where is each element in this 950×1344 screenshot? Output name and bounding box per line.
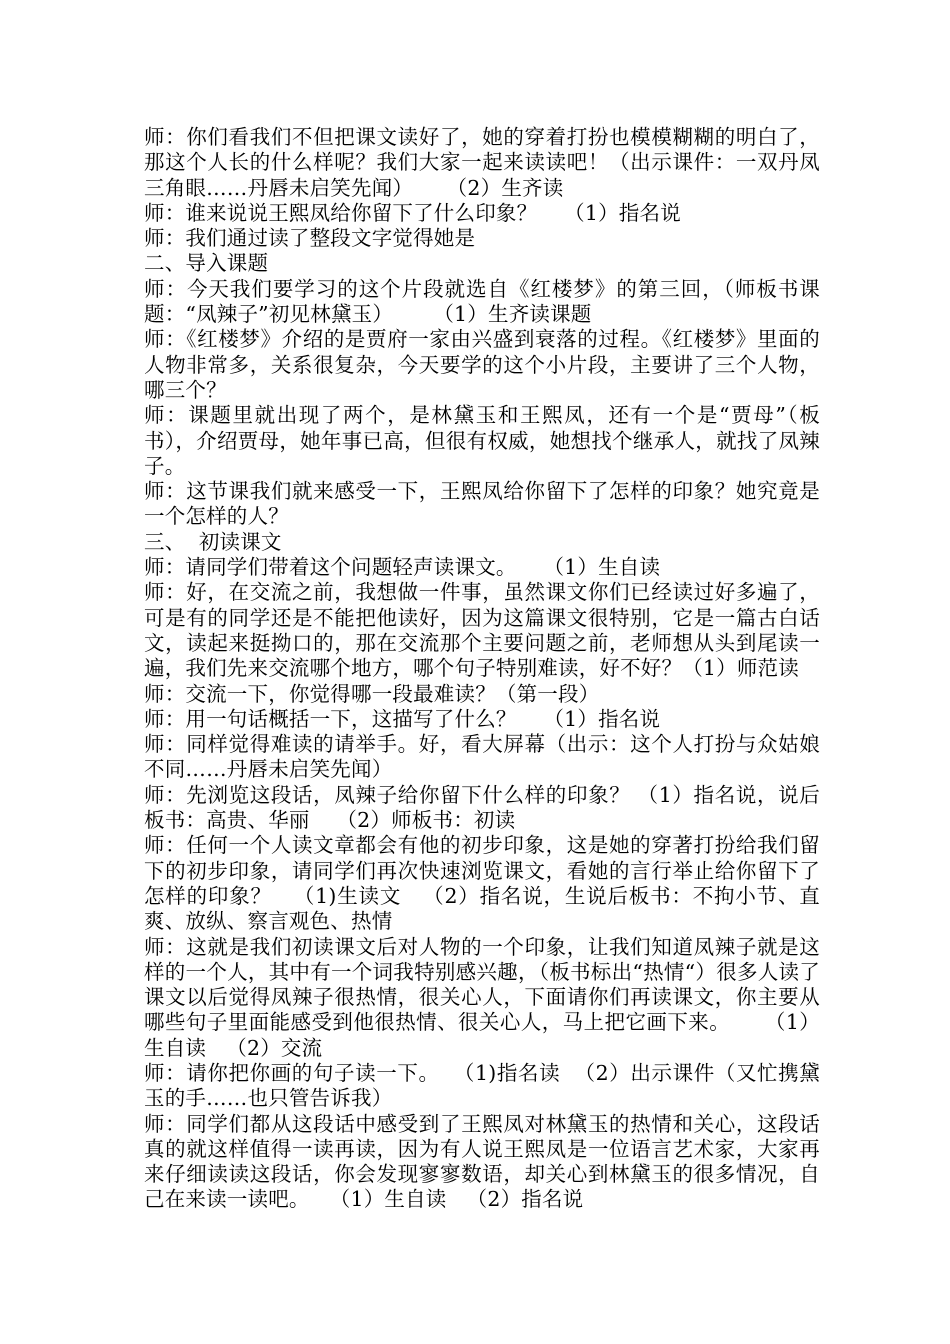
paragraph: 师：先浏览这段话，凤辣子给你留下什么样的印象？ （1）指名说，说后板书：高贵、华丽 （2）师板书：初读	[144, 782, 820, 833]
paragraph: 师：你们看我们不但把课文读好了，她的穿着打扮也模模糊糊的明白了，那这个人长的什么样呢？我们大家一起来读读吧！（出示课件：一双丹凤三角眼……丹唇未启笑先闻） （2）生齐读	[144, 125, 820, 200]
paragraph: 师：课题里就出现了两个，是林黛玉和王熙凤，还有一个是“贾母”（板书），介绍贾母，她年事已高，但很有权威，她想找个继承人，就找了凤辣子。	[144, 403, 820, 478]
paragraph: 师：这节课我们就来感受一下，王熙凤给你留下了怎样的印象？她究竟是一个怎样的人？	[144, 479, 820, 529]
paragraph: 师：交流一下，你觉得哪一段最难读？（第一段）	[144, 681, 600, 706]
paragraph: 师：好，在交流之前，我想做一件事，虽然课文你们已经读过好多遍了，可是有的同学还是不能把他读好，因为这篇课文很特别，它是一篇古白话文，读起来挺拗口的，那在交流那个主要问题之前，老师想从头到尾读一遍，我们先来交流哪个地方，哪个句子特别难读，好不好？（1）师范读	[144, 580, 820, 681]
paragraph: 师：用一句话概括一下，这描写了什么？ （1）指名说	[144, 706, 661, 731]
document-body	[144, 125, 820, 1213]
paragraph: 师：这就是我们初读课文后对人物的一个印象，让我们知道凤辣子就是这样的一个人，其中有一个词我特别感兴趣，（板书标出“热情“）很多人读了课文以后觉得凤辣子很热情，很关心人，下面请你们再读课文，你主要从哪些句子里面能感受到他很热情、很关心人，马上把它画下来。 （1）生自读 （2）交流	[144, 934, 820, 1060]
paragraph: 师：同样觉得难读的请举手。好，看大屏幕（出示：这个人打扮与众姑娘不同……丹唇未启笑先闻）	[144, 732, 820, 782]
paragraph: 师：同学们都从这段话中感受到了王熙凤对林黛玉的热情和关心，这段话真的就这样值得一读再读，因为有人说王熙凤是一位语言艺术家，大家再来仔细读读这段话，你会发现寥寥数语，却关心到林黛玉的很多情况，自己在来读一读吧。 （1）生自读 （2）指名说	[144, 1111, 820, 1212]
paragraph: 师：请同学们带着这个问题轻声读课文。 （1）生自读	[144, 555, 661, 580]
paragraph: 师：谁来说说王熙凤给你留下了什么印象？ （1）指名说	[144, 200, 681, 225]
paragraph: 师：《红楼梦》介绍的是贾府一家由兴盛到衰落的过程。《红楼梦》里面的人物非常多，关系很复杂，今天要学的这个小片段，主要讲了三个人物，哪三个？	[144, 327, 820, 402]
paragraph: 师：我们通过读了整段文字觉得她是	[144, 226, 476, 251]
section-heading: 三、 初读课文	[144, 529, 282, 554]
paragraph: 师：请你把你画的句子读一下。 （1)指名读 （2）出示课件（又忙携黛玉的手……也只管告诉我）	[144, 1060, 820, 1111]
paragraph: 师：任何一个人读文章都会有他的初步印象，这是她的穿著打扮给我们留下的初步印象，请同学们再次快速浏览课文，看她的言行举止给你留下了怎样的印象？ （1)生读文 （2）指名说，生说后板书：不拘小节、直爽、放纵、察言观色、热情	[144, 833, 820, 934]
section-heading: 二、导入课题	[144, 251, 269, 276]
paragraph: 师：今天我们要学习的这个片段就选自《红楼梦》的第三回，（师板书课题：“凤辣子”初见林黛玉） （1）生齐读课题	[144, 276, 820, 327]
